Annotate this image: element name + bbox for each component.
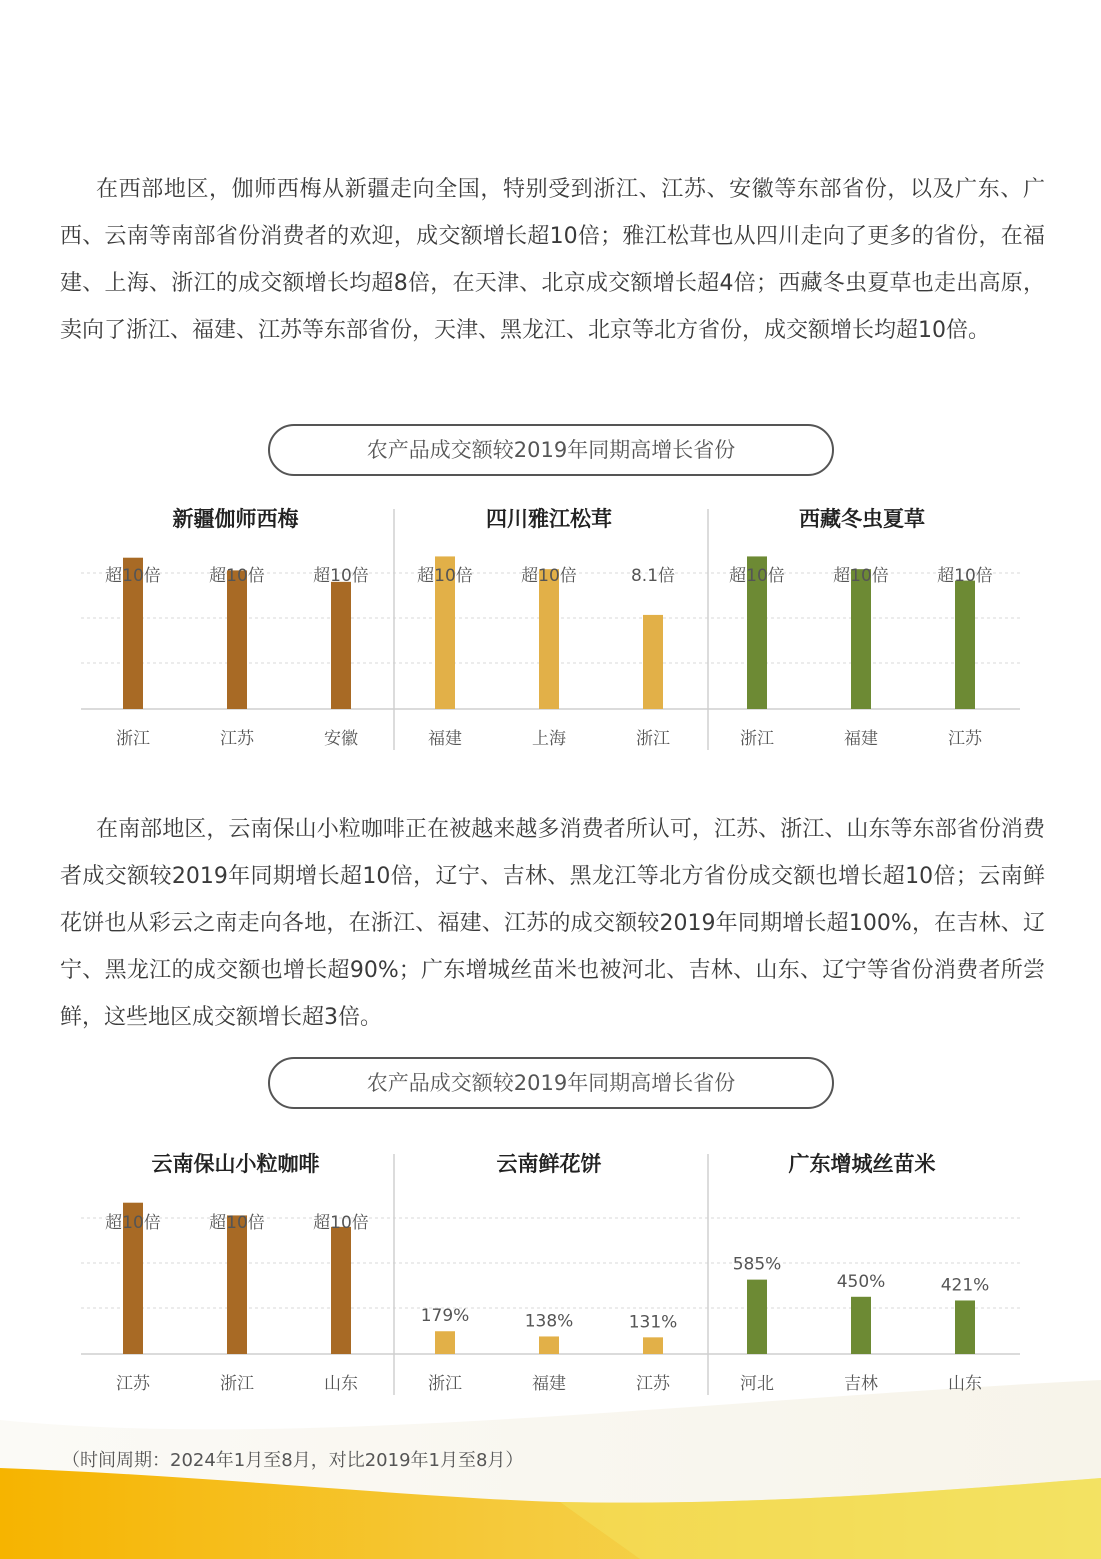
data-label: 超10倍 bbox=[209, 566, 265, 586]
data-label: 421% bbox=[940, 1275, 990, 1296]
category-label: 山东 bbox=[948, 1374, 982, 1394]
intro-paragraph-west: 在西部地区，伽师西梅从新疆走向全国，特别受到浙江、江苏、安徽等东部省份，以及广东、广西、云南等南部省份消费者的欢迎，成交额增长超10倍；雅江松茸也从四川走向了更多的省份，在福建、上海、浙江的成交额增长均超8倍，在天津、北京成交额增长超4倍；西藏冬虫夏草也走出高原，卖向了浙江、福建、江苏等东部省份，天津、黑龙江、北京等北方省份，成交额增长均超10倍。 bbox=[60, 177, 1045, 343]
data-label: 超10倍 bbox=[417, 566, 473, 586]
category-label: 山东 bbox=[324, 1374, 358, 1394]
category-label: 安徽 bbox=[324, 729, 358, 749]
chart-title: 广东增城丝苗米 bbox=[788, 1152, 936, 1176]
bar bbox=[435, 1331, 455, 1354]
category-label: 浙江 bbox=[740, 729, 774, 749]
category-label: 江苏 bbox=[116, 1374, 150, 1394]
category-label: 福建 bbox=[844, 729, 878, 749]
bar bbox=[539, 569, 559, 709]
bar bbox=[851, 1297, 871, 1354]
bar bbox=[227, 570, 247, 709]
category-label: 福建 bbox=[532, 1374, 566, 1394]
section-title-pill-2: 农产品成交额较2019年同期高增长省份 bbox=[268, 1057, 834, 1109]
bar bbox=[331, 582, 351, 709]
bar bbox=[331, 1227, 351, 1354]
data-label: 超10倍 bbox=[729, 566, 785, 586]
data-label: 超10倍 bbox=[105, 566, 161, 586]
data-label: 超10倍 bbox=[313, 566, 369, 586]
footnote-time-period: （时间周期：2024年1月至8月，对比2019年1月至8月） bbox=[62, 1450, 524, 1471]
category-label: 江苏 bbox=[636, 1374, 670, 1394]
category-label: 浙江 bbox=[428, 1374, 462, 1394]
category-label: 浙江 bbox=[220, 1374, 254, 1394]
category-label: 浙江 bbox=[636, 729, 670, 749]
data-label: 450% bbox=[836, 1271, 886, 1292]
chart-group-south bbox=[0, 1140, 1101, 1410]
bar bbox=[643, 615, 663, 709]
data-label: 超10倍 bbox=[105, 1213, 161, 1233]
data-label: 超10倍 bbox=[313, 1213, 369, 1233]
category-label: 福建 bbox=[428, 729, 462, 749]
bar bbox=[539, 1336, 559, 1354]
bar bbox=[747, 1280, 767, 1354]
section-title-pill-1: 农产品成交额较2019年同期高增长省份 bbox=[268, 424, 834, 476]
data-label: 超10倍 bbox=[209, 1213, 265, 1233]
data-label: 138% bbox=[524, 1311, 574, 1332]
bar bbox=[643, 1337, 663, 1354]
data-label: 超10倍 bbox=[833, 566, 889, 586]
data-label: 585% bbox=[732, 1254, 782, 1275]
data-label: 超10倍 bbox=[937, 566, 993, 586]
category-label: 江苏 bbox=[220, 729, 254, 749]
category-label: 江苏 bbox=[948, 729, 982, 749]
bar bbox=[955, 581, 975, 709]
category-label: 上海 bbox=[532, 729, 566, 749]
chart-title: 云南鲜花饼 bbox=[496, 1152, 602, 1176]
category-label: 河北 bbox=[740, 1374, 774, 1394]
bar bbox=[955, 1300, 975, 1354]
category-label: 浙江 bbox=[116, 729, 150, 749]
data-label: 超10倍 bbox=[521, 566, 577, 586]
chart-title: 四川雅江松茸 bbox=[486, 507, 612, 531]
chart-title: 云南保山小粒咖啡 bbox=[151, 1152, 320, 1176]
category-label: 吉林 bbox=[844, 1374, 878, 1394]
bar bbox=[227, 1215, 247, 1354]
chart-group-west bbox=[0, 495, 1101, 765]
bar bbox=[851, 569, 871, 709]
chart-title: 西藏冬虫夏草 bbox=[799, 507, 925, 531]
data-label: 8.1倍 bbox=[630, 566, 676, 586]
chart-title: 新疆伽师西梅 bbox=[172, 507, 299, 531]
data-label: 131% bbox=[628, 1312, 678, 1333]
data-label: 179% bbox=[420, 1306, 470, 1327]
intro-paragraph-south: 在南部地区，云南保山小粒咖啡正在被越来越多消费者所认可，江苏、浙江、山东等东部省份消费者成交额较2019年同期增长超10倍，辽宁、吉林、黑龙江等北方省份成交额也增长超10倍；云南鲜花饼也从彩云之南走向各地，在浙江、福建、江苏的成交额较2019年同期增长超100%，在吉林、辽宁、黑龙江的成交额也增长超90%；广东增城丝苗米也被河北、吉林、山东、辽宁等省份消费者所尝鲜，这些地区成交额增长超3倍。 bbox=[60, 817, 1045, 1030]
